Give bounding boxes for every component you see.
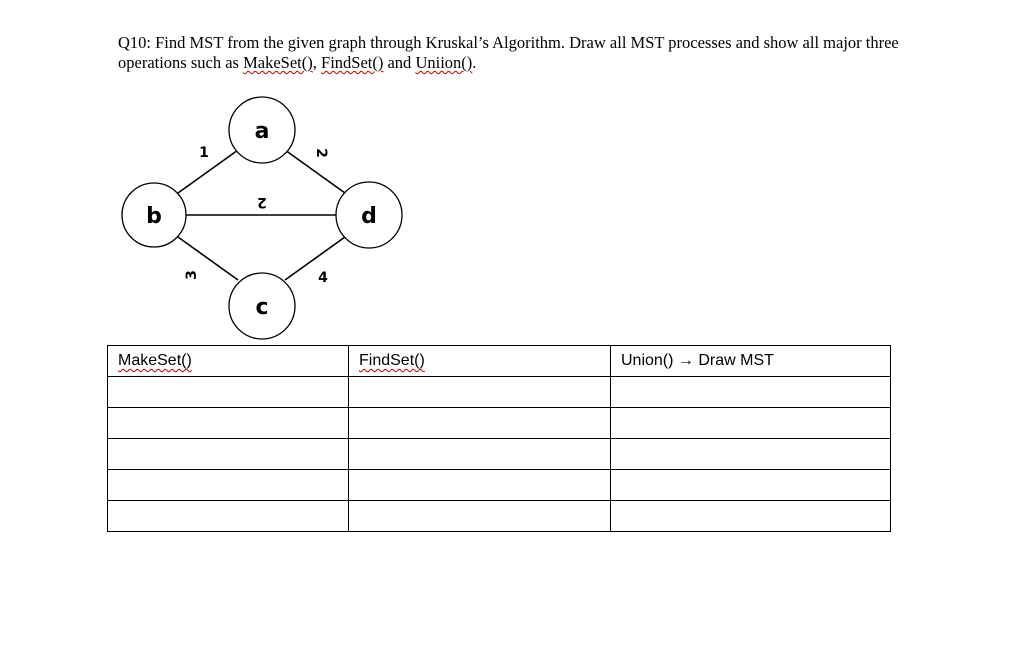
table-cell[interactable] — [349, 408, 611, 439]
table-cell[interactable] — [349, 470, 611, 501]
header-union: Union() → Draw MST — [611, 346, 891, 377]
table-cell[interactable] — [108, 501, 349, 532]
table-cell[interactable] — [349, 501, 611, 532]
question-sep: , — [312, 53, 322, 72]
table-cell[interactable] — [611, 470, 891, 501]
header-makeset-text: MakeSet() — [118, 352, 192, 369]
findset-ref: FindSet() — [321, 53, 384, 72]
table-cell[interactable] — [108, 470, 349, 501]
makeset-ref: MakeSet() — [243, 53, 313, 72]
table-cell[interactable] — [108, 439, 349, 470]
node-a-label: a — [254, 119, 270, 144]
table-cell[interactable] — [611, 377, 891, 408]
weight-a-d: 2 — [313, 148, 329, 158]
weight-b-c: 3 — [184, 270, 200, 280]
table-cell[interactable] — [108, 408, 349, 439]
table-cell[interactable] — [611, 439, 891, 470]
table-row — [108, 439, 891, 470]
question-suffix: . — [472, 53, 477, 72]
union-ref: Uniion() — [415, 53, 473, 72]
table-row — [108, 408, 891, 439]
table-row — [108, 470, 891, 501]
table-cell[interactable] — [349, 377, 611, 408]
table-row — [108, 501, 891, 532]
header-findset — [349, 346, 611, 377]
table-cell[interactable] — [611, 501, 891, 532]
weight-c-d: 4 — [318, 270, 328, 286]
table-cell[interactable] — [108, 377, 349, 408]
table-header-row — [108, 346, 891, 377]
table-cell[interactable] — [611, 408, 891, 439]
header-findset-text: FindSet() — [359, 352, 425, 369]
weight-b-a: 1 — [199, 145, 209, 161]
edge-c-d — [285, 237, 345, 280]
node-d-label: d — [361, 204, 377, 229]
table-cell[interactable] — [349, 439, 611, 470]
question-prefix: Q10: Find MST from the given graph through Kruskal’s Algorithm. Draw all MST processes and show all major three operations such as — [118, 33, 899, 72]
operations-table — [107, 345, 891, 532]
header-makeset — [108, 346, 349, 377]
table-row — [108, 377, 891, 408]
node-c-label: c — [255, 295, 269, 320]
question-sep: and — [383, 53, 416, 72]
weight-b-d: 2 — [257, 194, 267, 210]
node-b-label: b — [146, 204, 162, 229]
